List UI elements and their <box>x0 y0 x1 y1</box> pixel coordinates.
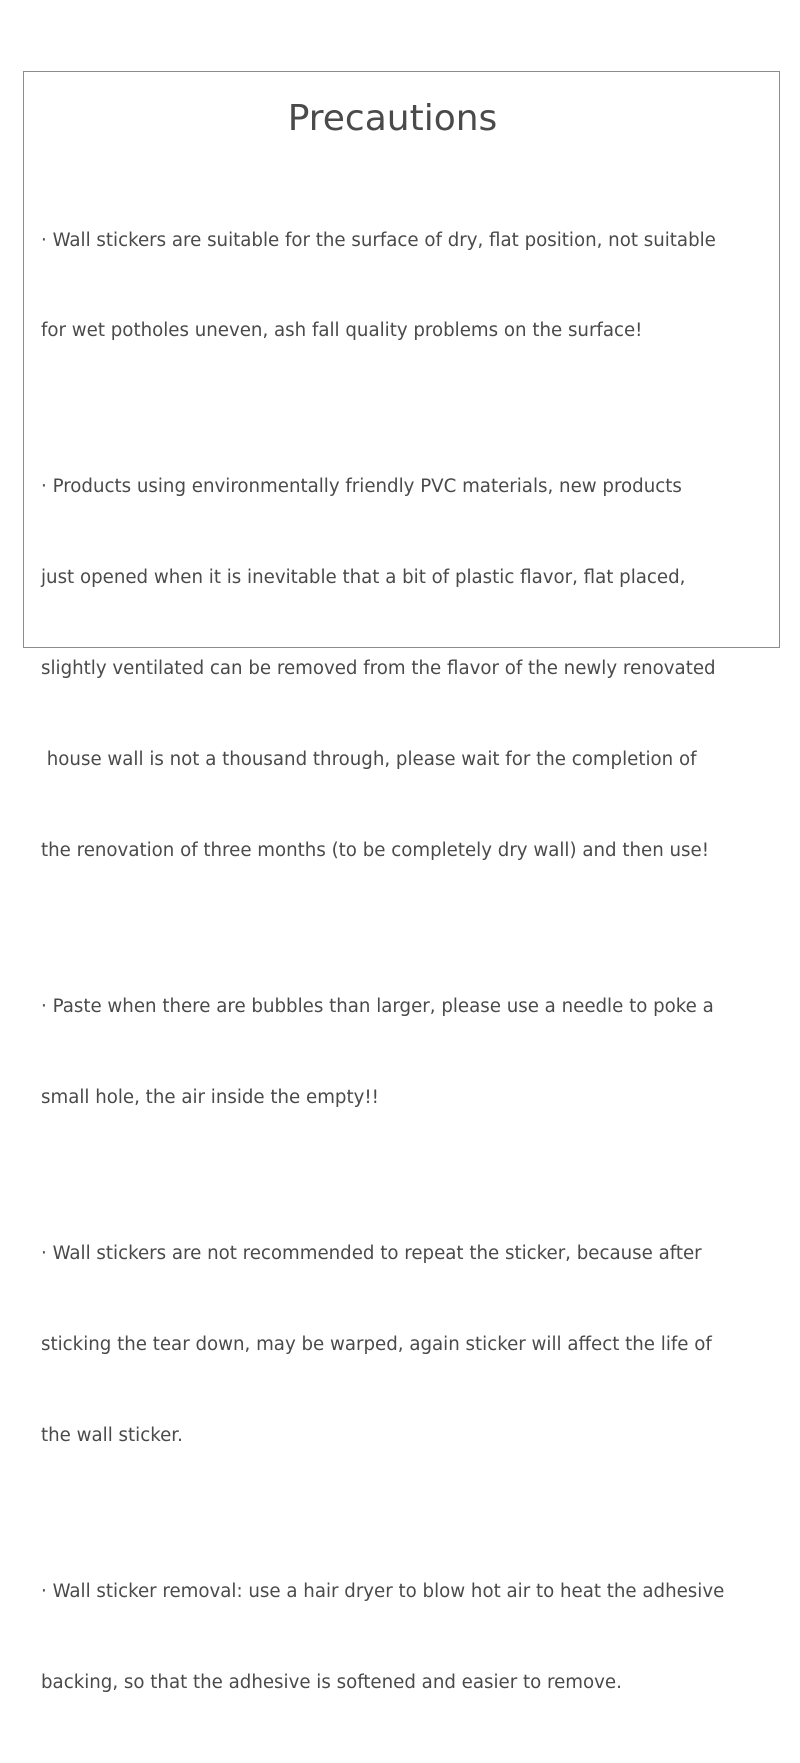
item-line: · Products using environmentally friendly PVC materials, new products <box>41 476 682 498</box>
item-line: · Wall sticker removal: use a hair dryer to blow hot air to heat the adhesive <box>41 1580 725 1602</box>
item-line: slightly ventilated can be removed from the flavor of the newly renovated <box>41 658 716 680</box>
item-line: the renovation of three months (to be completely dry wall) and then use! <box>41 840 709 862</box>
item-line: · Paste when there are bubbles than larger, please use a needle to poke a <box>41 996 714 1018</box>
precaution-item <box>41 1516 770 1758</box>
item-line: the wall sticker. <box>41 1424 183 1446</box>
page-title: Precautions <box>287 98 498 139</box>
precaution-item <box>41 165 770 407</box>
precaution-item <box>41 412 770 927</box>
item-line: for wet potholes uneven, ash fall quality problems on the surface! <box>41 320 643 342</box>
precautions-list <box>41 165 770 1763</box>
item-line: just opened when it is inevitable that a bit of plastic flavor, flat placed, <box>41 567 686 589</box>
precaution-item <box>41 931 770 1173</box>
item-line: small hole, the air inside the empty!! <box>41 1086 379 1108</box>
item-line: sticking the tear down, may be warped, again sticker will affect the life of <box>41 1333 712 1355</box>
item-line: house wall is not a thousand through, please wait for the completion of <box>41 749 697 771</box>
item-line: · Wall stickers are not recommended to repeat the sticker, because after <box>41 1242 702 1264</box>
item-line: · Wall stickers are suitable for the surface of dry, flat position, not suitable <box>41 229 716 251</box>
precaution-item <box>41 1178 770 1511</box>
item-line: backing, so that the adhesive is softened and easier to remove. <box>41 1671 622 1693</box>
